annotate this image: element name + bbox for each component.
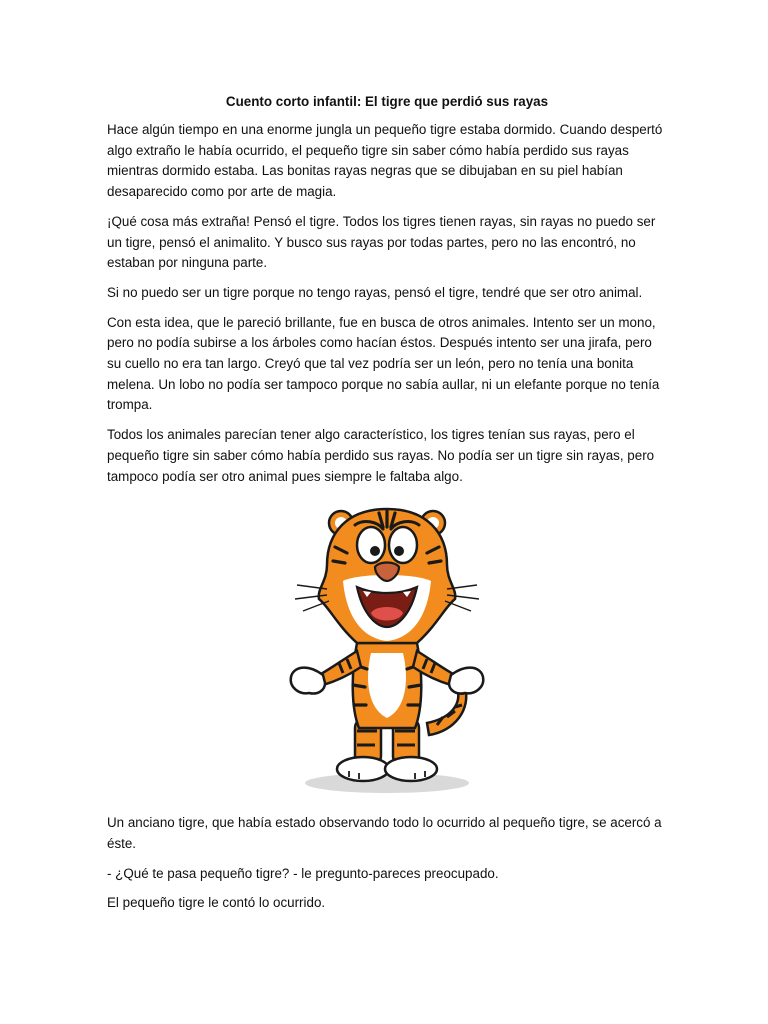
- paragraph-2: ¡Qué cosa más extraña! Pensó el tigre. Todos los tigres tienen rayas, sin rayas no puedo ser un tigre, pensó el animalito. Y busco sus rayas por todas partes, pero no las encontró, no estaban por ninguna parte.: [107, 213, 656, 271]
- document-body: [107, 92, 667, 923]
- paragraph-5: Todos los animales parecían tener algo característico, los tigres tenían sus rayas, pero el pequeño tigre sin saber cómo había perdido sus rayas. No podía ser un tigre sin rayas, pero tampoco podía ser otro animal pues siempre le faltaba algo.: [107, 427, 655, 484]
- paragraph-4: Con esta idea, que le pareció brillante, fue en busca de otros animales. Intento ser un mono, pero no podía subirse a los árboles como hacían éstos. Después intento ser una jirafa, pero su cuello no era tan largo. Creyó que tal vez podría ser un león, pero no tenía una bonita melena. Un lobo no podía ser tampoco porque no sabía aullar, ni un elefante porque no tenía trompa.: [107, 314, 660, 413]
- tiger-right-eye: [389, 527, 417, 563]
- tiger-left-eye: [357, 527, 385, 563]
- tiger-illustration: [287, 503, 487, 799]
- ground-shadow: [305, 773, 469, 793]
- story-title: Cuento corto infantil: El tigre que perdió sus rayas: [225, 94, 549, 109]
- tiger-left-foot: [337, 757, 389, 781]
- tiger-right-hand: [449, 668, 483, 694]
- paragraph-1: Hace algún tiempo en una enorme jungla un pequeño tigre estaba dormido. Cuando despertó algo extraño le había ocurrido, el pequeño tigre sin saber cómo había perdido sus rayas mientras dormido estaba. Las bonitas rayas negras que se dibujaban en su piel habían desaparecido como por arte de magia.: [107, 122, 663, 200]
- tiger-left-hand: [291, 668, 325, 694]
- paragraph-6: Un anciano tigre, que había estado observando todo lo ocurrido al pequeño tigre, se acercó a éste.: [107, 815, 662, 851]
- tiger-right-foot: [385, 757, 437, 781]
- paragraph-8: El pequeño tigre le contó lo ocurrido.: [107, 895, 326, 911]
- paragraph-7: - ¿Qué te pasa pequeño tigre? - le pregunto-pareces preocupado.: [107, 865, 499, 881]
- paragraph-3: Si no puedo ser un tigre porque no tengo rayas, pensó el tigre, tendré que ser otro animal.: [107, 284, 643, 300]
